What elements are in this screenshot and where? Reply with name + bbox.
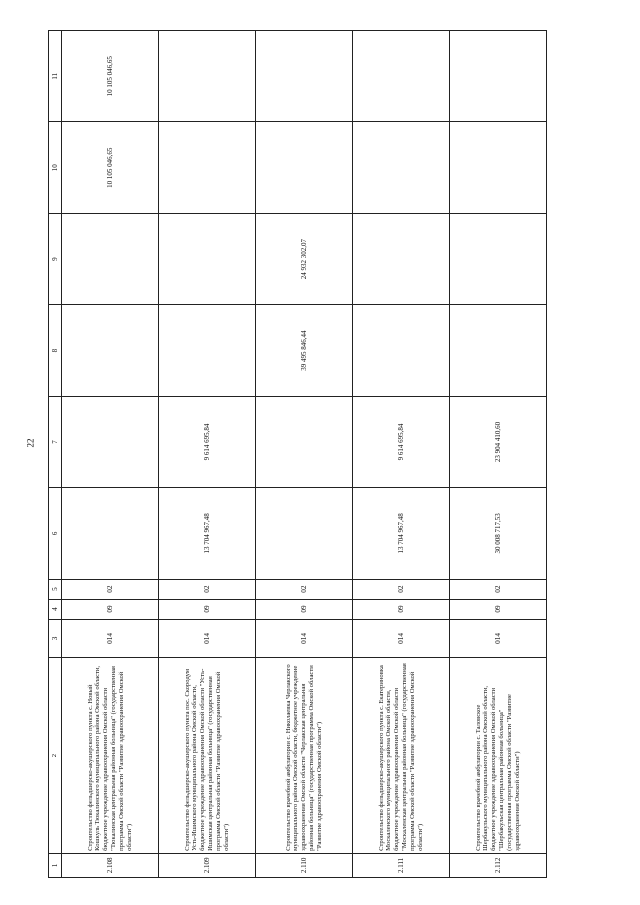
amount-col11: [256, 31, 353, 123]
section-cell: 09: [256, 599, 353, 619]
code-cell: 014: [62, 619, 159, 658]
col-header-8: 8: [49, 305, 62, 396]
section-cell: 09: [353, 599, 450, 619]
amount-col9: 24 932 302,07: [256, 213, 353, 304]
col-header-5: 5: [49, 579, 62, 599]
subsection-cell: 02: [62, 579, 159, 599]
amount-col7: 9 614 695,84: [353, 396, 450, 487]
amount-col7: 9 614 695,84: [159, 396, 256, 487]
subsection-cell: 02: [256, 579, 353, 599]
amount-col10: [256, 122, 353, 213]
subsection-cell: 02: [353, 579, 450, 599]
object-description: Строительство врачебной амбулатории с. Таловское Шербакульского муниципального района Омской области, бюджетное учреждение здравоохранения Омской области "Шербакульская центральная районная больница" (государственная программа Омской области "Развитие здравоохранения Омской области"): [450, 658, 547, 853]
row-number: 2.110: [256, 853, 353, 877]
col-header-3: 3: [49, 619, 62, 658]
amount-col11: [159, 31, 256, 123]
amount-col11: [450, 31, 547, 123]
amount-col6: [256, 488, 353, 579]
amount-col7: 23 904 410,60: [450, 396, 547, 487]
object-description: Строительство фельдшерско-акушерского пункта пос. Скородум Усть-Ишимского муниципального района Омской области, бюджетное учреждение здравоохранения Омской области "Усть-Ишимская центральная районная больница" (государственная программа Омской области "Развитие здравоохранения Омской области"): [159, 658, 256, 853]
page-number: 22: [25, 438, 36, 448]
amount-col8: [450, 305, 547, 396]
code-cell: 014: [353, 619, 450, 658]
amount-col6: 13 704 967,48: [159, 488, 256, 579]
col-header-11: 11: [49, 31, 62, 123]
row-number: 2.112: [450, 853, 547, 877]
code-cell: 014: [256, 619, 353, 658]
row-number: 2.111: [353, 853, 450, 877]
amount-col6: 13 704 967,48: [353, 488, 450, 579]
table-row: [159, 31, 256, 878]
amount-col8: [62, 305, 159, 396]
table-row: [450, 31, 547, 878]
col-header-2: 2: [49, 658, 62, 853]
budget-table: [48, 30, 547, 878]
budget-table-rotated: [48, 30, 585, 878]
col-header-7: 7: [49, 396, 62, 487]
table-body: [62, 31, 547, 878]
col-header-1: 1: [49, 853, 62, 877]
amount-col8: 39 495 846,44: [256, 305, 353, 396]
subsection-cell: 02: [450, 579, 547, 599]
amount-col6: [62, 488, 159, 579]
row-number: 2.109: [159, 853, 256, 877]
amount-col9: [353, 213, 450, 304]
amount-col7: [256, 396, 353, 487]
object-description: Строительство фельдшерско-акушерского пункта с. Новый Кошкуль Тюкалинского муниципального района Омской области, бюджетное учреждение здравоохранения Омской области "Тюкалинская центральная районная больница" (государственная программа Омской области "Развитие здравоохранения Омской области"): [62, 658, 159, 853]
col-header-6: 6: [49, 488, 62, 579]
amount-col6: 30 008 717,53: [450, 488, 547, 579]
section-cell: 09: [159, 599, 256, 619]
amount-col11: [353, 31, 450, 123]
amount-col8: [159, 305, 256, 396]
object-description: Строительство фельдшерско-акушерского пункта с. Екатериновка Москаленского муниципального района Омской области, бюджетное учреждение здравоохранения Омской области "Москаленская центральная районная больница" (государственная программа Омской области "Развитие здравоохранения Омской области"): [353, 658, 450, 853]
amount-col11: 10 105 046,65: [62, 31, 159, 123]
table-row: [62, 31, 159, 878]
table-row: [256, 31, 353, 878]
col-header-4: 4: [49, 599, 62, 619]
table-header: [49, 31, 62, 878]
code-cell: 014: [450, 619, 547, 658]
amount-col9: [62, 213, 159, 304]
object-description: Строительство врачебной амбулатории с. Николаевка Черлакского муниципального района Омской области, бюджетное учреждение здравоохранения Омской области "Черлакская центральная районная больница" (государственная программа Омской области "Развитие здравоохранения Омской области"): [256, 658, 353, 853]
amount-col10: 10 105 046,65: [62, 122, 159, 213]
amount-col10: [450, 122, 547, 213]
amount-col10: [159, 122, 256, 213]
amount-col10: [353, 122, 450, 213]
amount-col9: [450, 213, 547, 304]
section-cell: 09: [62, 599, 159, 619]
amount-col8: [353, 305, 450, 396]
header-row: [49, 31, 62, 878]
code-cell: 014: [159, 619, 256, 658]
col-header-9: 9: [49, 213, 62, 304]
subsection-cell: 02: [159, 579, 256, 599]
row-number: 2.108: [62, 853, 159, 877]
amount-col9: [159, 213, 256, 304]
table-row: [353, 31, 450, 878]
section-cell: 09: [450, 599, 547, 619]
amount-col7: [62, 396, 159, 487]
col-header-10: 10: [49, 122, 62, 213]
